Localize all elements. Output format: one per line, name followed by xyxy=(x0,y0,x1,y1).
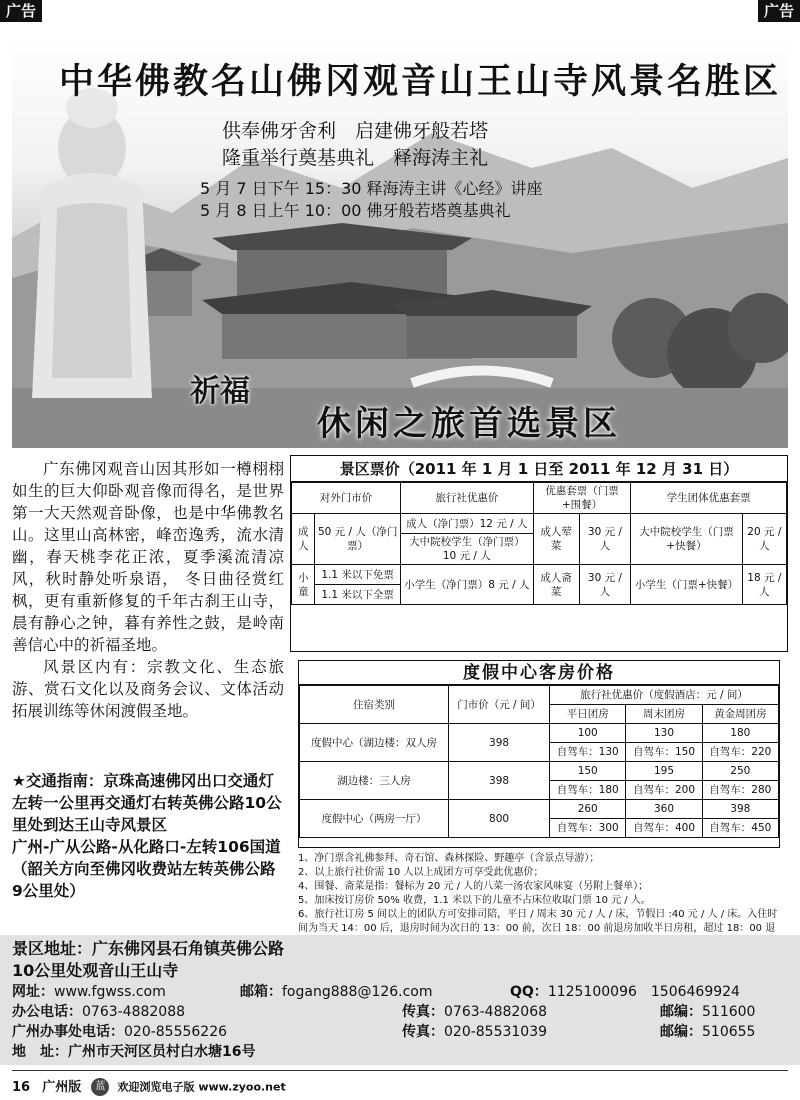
room-cell: 250 xyxy=(702,762,778,781)
ticket-meat-price: 30 元 / 人 xyxy=(579,514,631,565)
ticket-adult-label: 成人 xyxy=(292,514,315,565)
ticket-adult-price: 50 元 / 人（净门票） xyxy=(315,514,401,565)
page-footer xyxy=(12,1078,286,1097)
ticket-table xyxy=(291,482,787,605)
room-cell: 195 xyxy=(626,762,702,781)
qq-value: 1125100096 1506469924 xyxy=(547,984,740,1000)
gz-zip-line xyxy=(660,1022,755,1042)
room-cell: 自驾车：220 xyxy=(702,743,778,762)
room-cell: 自驾车：280 xyxy=(702,781,778,800)
note-item: 2、以上旅行社价需 10 人以上成团方可享受此优惠价； xyxy=(298,867,544,878)
gz-zip: 510655 xyxy=(702,1024,756,1040)
room-rack-2: 398 xyxy=(449,762,550,800)
room-cell: 360 xyxy=(626,800,702,819)
ad-label-right: 广告 xyxy=(758,0,800,22)
traffic-line-1: ★交通指南：京珠高速佛冈出口交通灯左转一公里再交通灯右转英佛公路10公里处到达王山寺风景区 xyxy=(12,772,282,834)
note-item: 4、围餐、斋菜是指：餐标为 20 元 / 人的八菜一汤农家风味宴（另附上餐单）； xyxy=(298,881,649,892)
room-cell: 130 xyxy=(626,724,702,743)
note-item: 5、加床按订房价 50% 收费，1.1 米以下的儿童不占床位收取门票 10 元 / 人。 xyxy=(298,895,651,906)
ticket-title: 景区票价（2011 年 1 月 1 日至 2011 年 12 月 31 日） xyxy=(291,456,787,482)
hero-slogan: 休闲之旅首选景区 xyxy=(317,404,621,444)
room-cell: 150 xyxy=(550,762,626,781)
room-cell: 自驾车：400 xyxy=(626,819,702,838)
ticket-price-box xyxy=(290,455,788,652)
room-header-rack: 门市价（元 / 间） xyxy=(449,686,550,724)
fax-value: 0763-4882068 xyxy=(444,1004,548,1020)
room-subheader-weekday: 平日团房 xyxy=(550,705,626,724)
qq-line xyxy=(510,982,740,1002)
hero-subtitle-1: 供奉佛牙舍利 启建佛牙般若塔 xyxy=(222,120,489,142)
page-number: 16 xyxy=(12,1079,31,1095)
gz-zip-label: 邮编： xyxy=(660,1024,702,1040)
room-cell: 自驾车：300 xyxy=(550,819,626,838)
footer-divider xyxy=(12,1070,788,1071)
edition-label: 广州版 xyxy=(42,1079,82,1095)
room-cell: 自驾车：130 xyxy=(550,743,626,762)
gz-phone-label: 广州办事处电话： xyxy=(12,1024,124,1040)
website-line xyxy=(12,982,166,1002)
ticket-agency-student: 大中院校学生（净门票）10 元 / 人 xyxy=(400,534,533,565)
fax-line xyxy=(402,1002,547,1022)
ticket-header-student: 学生团体优惠套票 xyxy=(631,483,787,514)
room-table xyxy=(299,685,779,838)
ticket-child-free: 1.1 米以下免票 xyxy=(315,565,401,585)
ticket-student-set: 大中院校学生（门票+快餐） xyxy=(631,514,742,565)
intro-paragraph-1: 广东佛冈观音山因其形如一樽栩栩如生的巨大仰卧观音像而得名，是世界第一大天然观音卧像，也是中华佛教名山。这里山高林密，峰峦逸秀，流水清幽，春天桃李花正浓，夏季溪流清凉风，秋时静处听泉语， 冬日曲径赏红枫，更有重新修复的千年古刹王山寺，晨有静心之钟，暮有养性之鼓，是岭南善信心中的祈福圣地。 xyxy=(12,460,284,654)
gz-fax-label: 传真： xyxy=(402,1024,444,1040)
ticket-pupil-set: 小学生（门票+快餐） xyxy=(631,565,742,605)
room-subheader-golden: 黄金周团房 xyxy=(702,705,778,724)
zip-label: 邮编： xyxy=(660,1004,702,1020)
gz-address-line xyxy=(12,1042,255,1062)
office-phone-line xyxy=(12,1002,185,1022)
hero-title: 中华佛教名山佛冈观音山王山寺风景名胜区 xyxy=(58,62,781,102)
zip-value: 511600 xyxy=(702,1004,756,1020)
office-phone-label: 办公电话： xyxy=(12,1004,82,1020)
zip-line xyxy=(660,1002,755,1022)
ticket-child-full: 1.1 米以下全票 xyxy=(315,585,401,605)
qq-label: QQ： xyxy=(510,984,548,1000)
fax-label: 传真： xyxy=(402,1004,444,1020)
traffic-guide xyxy=(12,770,284,902)
website-link[interactable]: www.fgwss.com xyxy=(54,984,166,1000)
room-header-type: 住宿类别 xyxy=(300,686,449,724)
room-cell: 自驾车：450 xyxy=(702,819,778,838)
ticket-header-set: 优惠套票（门票+围餐） xyxy=(533,483,631,514)
ticket-header-rack: 对外门市价 xyxy=(292,483,401,514)
room-cell: 398 xyxy=(702,800,778,819)
room-cell: 100 xyxy=(550,724,626,743)
room-cell: 自驾车：200 xyxy=(626,781,702,800)
intro-text xyxy=(12,458,284,722)
gz-phone-line xyxy=(12,1022,227,1042)
ticket-student-price: 20 元 / 人 xyxy=(742,514,786,565)
room-title: 度假中心客房价格 xyxy=(299,661,779,685)
email-link[interactable]: fogang888@126.com xyxy=(282,984,433,1000)
gz-phone: 020-85556226 xyxy=(124,1024,228,1040)
room-type-2: 湖边楼：三人房 xyxy=(300,762,449,800)
ticket-meat-set: 成人荤菜 xyxy=(533,514,579,565)
room-cell: 自驾车：150 xyxy=(626,743,702,762)
gz-address-label: 地 址： xyxy=(12,1044,68,1060)
note-item: 1、净门票含礼佛参拜、奇石馆、森林探险、野趣亭（含景点导游）； xyxy=(298,853,600,864)
ticket-header-agency: 旅行社优惠价 xyxy=(400,483,533,514)
room-cell: 260 xyxy=(550,800,626,819)
intro-paragraph-2: 风景区内有：宗教文化、生态旅游、赏石文化以及商务会议、文体活动拓展训练等休闲渡假圣地。 xyxy=(12,658,284,720)
gz-fax: 020-85531039 xyxy=(444,1024,548,1040)
gz-address: 广州市天河区员村白水塘16号 xyxy=(68,1044,256,1060)
office-phone: 0763-4882088 xyxy=(82,1004,186,1020)
gz-fax-line xyxy=(402,1022,547,1042)
ticket-adult-agency: 成人（净门票）12 元 / 人 xyxy=(400,514,533,534)
scenic-address: 景区地址：广东佛冈县石角镇英佛公路10公里处观音山王山寺 xyxy=(12,939,285,980)
ticket-veg-price: 30 元 / 人 xyxy=(579,565,631,605)
hero-event-2: 5 月 8 日上午 10：00 佛牙般若塔奠基典礼 xyxy=(200,201,511,220)
room-cell: 180 xyxy=(702,724,778,743)
publisher-logo-icon: 蓝 xyxy=(91,1078,109,1096)
hero-event-1: 5 月 7 日下午 15：30 释海涛主讲《心经》讲座 xyxy=(200,179,543,198)
footer-tagline[interactable]: 欢迎浏览电子版 www.zyoo.net xyxy=(117,1080,286,1094)
ticket-veg-set: 成人斋菜 xyxy=(533,565,579,605)
room-price-box xyxy=(298,660,780,848)
hero-subtitle-2: 隆重举行奠基典礼 释海涛主礼 xyxy=(222,147,489,169)
room-rack-3: 800 xyxy=(449,800,550,838)
traffic-line-2: 广州-广从公路-从化路口-左转106国道（韶关方向至佛冈收费站左转英佛公路9公里处） xyxy=(12,838,281,900)
note-item: 6、旅行社订房 5 间以上的团队方可安排司陪，平日 / 周末 30 元 / 人 / 床，节假日 :40 元 / 人 / 床。入住时间为当天 14：00 后，退房时间为次日的 13：00 前，次日 18：00 前退房加收半日房租，超过 18：00 退 xyxy=(298,909,778,934)
hero-banner xyxy=(12,38,788,448)
room-cell: 自驾车：180 xyxy=(550,781,626,800)
room-type-3: 度假中心（两房一厅） xyxy=(300,800,449,838)
room-rack-1: 398 xyxy=(449,724,550,762)
ticket-child-agency: 小学生（净门票）8 元 / 人 xyxy=(400,565,533,605)
ad-label-left: 广告 xyxy=(0,0,42,22)
room-header-agency: 旅行社优惠价（度假酒店：元 / 间） xyxy=(550,686,779,705)
room-subheader-weekend: 周末团房 xyxy=(626,705,702,724)
hero-blessing: 祈福 xyxy=(190,374,250,409)
room-type-1: 度假中心（湖边楼：双人房 xyxy=(300,724,449,762)
ticket-pupil-price: 18 元 / 人 xyxy=(742,565,786,605)
ticket-child-label: 小童 xyxy=(292,565,315,605)
email-label: 邮箱： xyxy=(240,984,282,1000)
website-label: 网址： xyxy=(12,984,54,1000)
email-line xyxy=(240,982,433,1002)
